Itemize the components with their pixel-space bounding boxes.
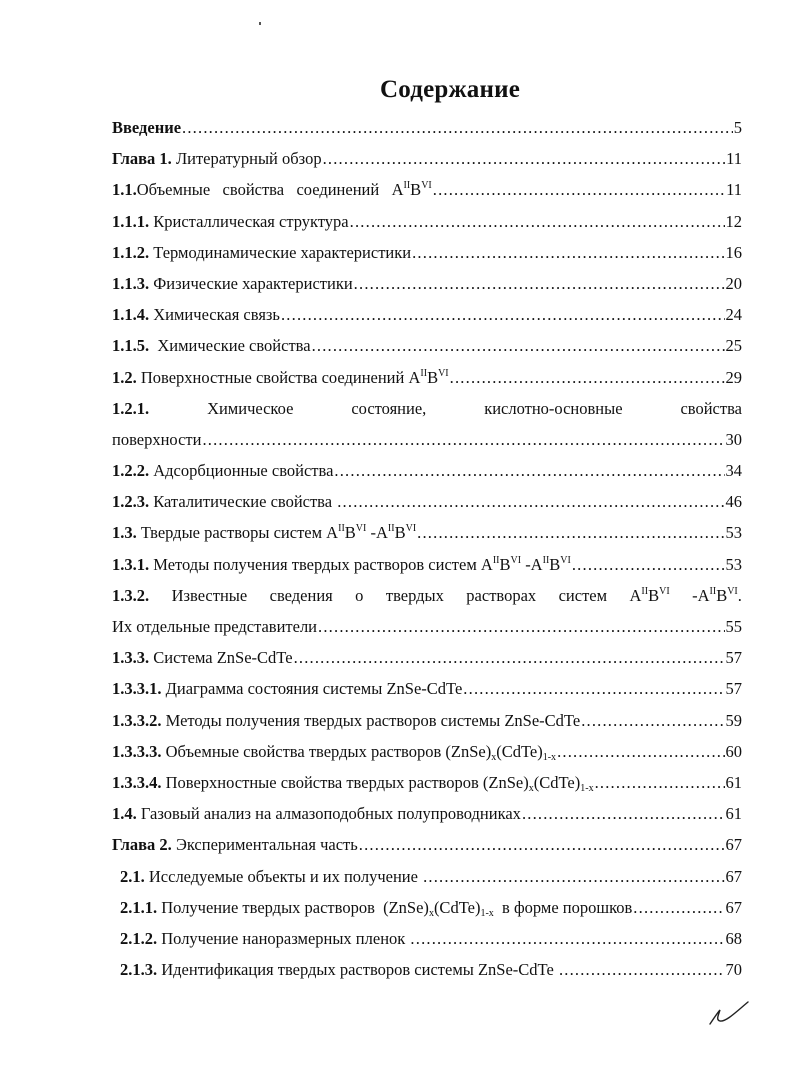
toc-entry-title: Методы получения твердых растворов системы ZnSe-CdTe	[161, 710, 581, 730]
toc-entry[interactable]	[112, 861, 742, 892]
toc-entry-number: 2.1.1.	[120, 897, 158, 917]
toc-leader	[350, 206, 725, 237]
toc-entry[interactable]	[112, 798, 742, 829]
toc-entry-title-tail: в форме порошков	[493, 897, 633, 917]
toc-entry-title: Экспериментальная часть	[171, 835, 358, 855]
toc-page-number: 61	[725, 804, 742, 824]
page-title: Содержание	[379, 76, 520, 103]
subscript: 1-x	[542, 751, 557, 763]
superscript: VI	[510, 554, 522, 566]
toc-entry-title: Адсорбционные свойства	[149, 461, 334, 481]
toc-leader	[337, 486, 724, 517]
toc-entry-number: 1.1.3.	[112, 273, 150, 293]
toc-entry-number: Глава 2.	[112, 835, 172, 855]
formula-part: B	[410, 180, 422, 200]
toc-page-number: 55	[725, 617, 742, 636]
toc-leader	[412, 237, 724, 268]
toc-entry-number: 2.1.3.	[120, 960, 158, 980]
toc-entry-number: 1.3.3.4.	[112, 772, 162, 792]
table-of-contents	[112, 112, 742, 985]
toc-leader	[334, 455, 724, 486]
superscript: VI	[560, 554, 571, 566]
toc-entry-number: 1.3.3.1.	[112, 679, 162, 699]
toc-leader	[318, 611, 724, 642]
toc-leader	[463, 673, 724, 704]
formula-part: (CdTe)	[433, 897, 481, 917]
toc-entry-title: Идентификация твердых растворов системы ZnSe-CdTe	[157, 960, 558, 980]
toc-leader	[354, 268, 725, 299]
toc-entry-continuation[interactable]	[112, 611, 742, 642]
formula-part: B	[648, 585, 660, 605]
toc-page-number: 30	[725, 429, 742, 449]
toc-entry-number: 1.3.1.	[112, 554, 150, 574]
toc-entry[interactable]	[112, 393, 742, 424]
toc-leader	[182, 112, 733, 143]
subscript: 1-x	[480, 907, 494, 919]
toc-entry-title: Система ZnSe-CdTe	[149, 648, 293, 668]
toc-leader	[559, 954, 725, 985]
toc-leader	[281, 299, 725, 330]
toc-entry-number: 1.2.1.	[112, 398, 150, 418]
word: Известные	[171, 585, 248, 605]
toc-entry[interactable]	[112, 580, 742, 611]
subscript: 1-x	[580, 782, 594, 794]
toc-page-number: 60	[725, 741, 742, 761]
toc-entry-number: 1.1.5.	[112, 336, 150, 356]
handwritten-signature-mark	[708, 998, 750, 1026]
superscript: II	[641, 585, 649, 597]
scan-speck	[259, 22, 261, 25]
toc-entry[interactable]	[112, 673, 742, 704]
toc-entry-title: Поверхностные свойства твердых растворов (ZnSe)	[161, 772, 529, 792]
toc-entry-title: Получение наноразмерных пленок	[157, 928, 410, 948]
toc-entry[interactable]	[112, 299, 742, 330]
formula-part: -A	[521, 554, 543, 574]
word: состояние,	[351, 398, 427, 418]
toc-page-number: 20	[725, 273, 742, 293]
toc-entry[interactable]	[112, 206, 742, 237]
toc-entry[interactable]	[112, 174, 742, 205]
toc-leader	[450, 362, 725, 393]
toc-entry-title: Каталитические свойства	[149, 492, 337, 512]
toc-entry[interactable]	[112, 455, 742, 486]
toc-page-number: 67	[725, 866, 742, 886]
superscript: II	[542, 554, 550, 566]
toc-entry-title: Исследуемые объекты и их получение	[144, 866, 423, 886]
toc-entry[interactable]	[112, 549, 742, 580]
formula: $-A^{II}B^{VI}$.	[692, 585, 742, 605]
formula-part: B	[716, 585, 728, 605]
word: кислотно-основные	[484, 398, 623, 418]
superscript: VI	[405, 523, 417, 535]
toc-page-number: 53	[725, 554, 742, 574]
toc-entry-title: Диаграмма состояния системы ZnSe-CdTe	[161, 679, 463, 699]
toc-entry[interactable]	[112, 892, 742, 923]
toc-page-number: 12	[725, 211, 742, 231]
superscript: II	[420, 367, 428, 379]
toc-entry[interactable]	[112, 705, 742, 736]
toc-page-number: 53	[725, 523, 742, 543]
formula-part: -A	[692, 585, 710, 605]
toc-entry-title: Методы получения твердых растворов систем A	[149, 554, 493, 574]
superscript: II	[403, 180, 411, 192]
superscript: II	[492, 554, 500, 566]
toc-leader	[359, 829, 725, 860]
toc-entry-title: Их отдельные представители	[112, 617, 318, 636]
toc-entry-number: 1.1.	[112, 180, 137, 200]
toc-page-number: 5	[733, 118, 742, 137]
toc-page-number: 16	[725, 242, 742, 262]
formula-part: B	[427, 367, 439, 387]
toc-entry-number: Введение	[112, 118, 182, 137]
subscript: x	[528, 782, 534, 794]
toc-entry[interactable]	[112, 517, 742, 548]
formula-part: A	[629, 585, 642, 605]
toc-entry-number: 1.3.3.2.	[112, 710, 162, 730]
toc-entry-number: 1.1.2.	[112, 242, 150, 262]
toc-leader	[433, 174, 725, 205]
toc-page-number: 29	[725, 367, 742, 387]
toc-entry-number: 2.1.	[120, 866, 145, 886]
toc-leader	[410, 923, 724, 954]
justified-line	[112, 580, 742, 614]
superscript: VI	[421, 180, 432, 192]
superscript: II	[338, 523, 345, 535]
formula-part: -A	[366, 523, 388, 543]
toc-entry-title: Объемные свойства твердых растворов (ZnSe)	[161, 741, 492, 761]
toc-leader	[202, 424, 724, 455]
toc-entry[interactable]	[112, 736, 742, 767]
formula-part: B	[394, 523, 406, 543]
toc-leader	[294, 642, 725, 673]
formula-part: B	[344, 523, 356, 543]
toc-page-number: 34	[725, 461, 742, 481]
formula-part: (CdTe)	[496, 741, 543, 761]
toc-entry-title: Литературный обзор	[171, 149, 322, 169]
toc-entry[interactable]	[112, 268, 742, 299]
justified-line	[112, 393, 742, 424]
toc-entry-number: 1.2.3.	[112, 492, 150, 512]
toc-page-number: 57	[725, 648, 742, 668]
toc-entry-number: 1.3.2.	[112, 585, 150, 605]
toc-entry-number: 1.2.2.	[112, 461, 150, 481]
toc-page-number: 68	[725, 928, 742, 948]
toc-entry-number: 1.2.	[112, 367, 137, 387]
toc-entry-title: Физические характеристики	[149, 273, 353, 293]
toc-leader	[312, 330, 725, 361]
toc-leader	[581, 705, 724, 736]
toc-entry[interactable]	[112, 486, 742, 517]
formula-part: B	[549, 554, 561, 574]
word: о	[355, 585, 364, 605]
toc-leader	[633, 892, 724, 923]
toc-entry-title: Химические свойства	[149, 336, 311, 356]
toc-page-number: 61	[725, 772, 742, 792]
superscript: VI	[438, 367, 449, 379]
toc-entry-title: Твердые растворы систем A	[136, 523, 339, 543]
toc-entry[interactable]	[112, 362, 742, 393]
word: сведения	[269, 585, 333, 605]
toc-page-number: 57	[725, 679, 742, 699]
toc-leader	[595, 767, 725, 798]
toc-leader	[522, 798, 725, 829]
toc-entry-title: Получение твердых растворов (ZnSe)	[157, 897, 429, 917]
word: свойства	[680, 398, 742, 418]
toc-leader	[423, 861, 724, 892]
superscript: VI	[727, 585, 738, 597]
toc-leader	[572, 549, 725, 580]
superscript: II	[709, 585, 717, 597]
word: растворах	[466, 585, 537, 605]
toc-page-number: 24	[725, 305, 742, 325]
word: Химическое	[207, 398, 294, 418]
word: твердых	[385, 585, 444, 605]
toc-leader	[557, 736, 724, 767]
toc-entry-title: поверхности	[112, 429, 202, 449]
toc-entry[interactable]	[112, 829, 742, 860]
toc-entry[interactable]	[112, 767, 742, 798]
toc-entry-title: Химическая связь	[149, 305, 280, 325]
toc-page-number: 46	[725, 492, 742, 512]
superscript: II	[387, 523, 395, 535]
toc-entry-title: Поверхностные свойства соединений A	[136, 367, 421, 387]
toc-page-number: 67	[725, 835, 742, 855]
toc-leader	[323, 143, 726, 174]
toc-entry[interactable]	[112, 642, 742, 673]
subscript: x	[491, 751, 497, 763]
toc-entry-number: 1.3.3.3.	[112, 741, 162, 761]
toc-entry-number: 1.4.	[112, 804, 137, 824]
toc-entry-number: 1.3.3.	[112, 648, 150, 668]
formula	[629, 580, 669, 614]
toc-entry-number: 2.1.2.	[120, 928, 158, 948]
toc-page-number: 11	[726, 180, 742, 200]
toc-entry[interactable]	[112, 112, 742, 143]
toc-entry-title: Газовый анализ на алмазоподобных полупроводниках	[136, 804, 521, 824]
toc-entry-title: Термодинамические характеристики	[149, 242, 412, 262]
formula-part: B	[499, 554, 511, 574]
toc-entry-title: Кристаллическая структура	[149, 211, 349, 231]
toc-page-number: 25	[725, 336, 742, 356]
toc-entry[interactable]	[112, 923, 742, 954]
toc-entry-title: Объемные свойства соединений A	[136, 180, 404, 200]
toc-entry-number: 1.1.1.	[112, 211, 150, 231]
toc-entry[interactable]	[112, 237, 742, 268]
toc-page-number: 59	[725, 710, 742, 730]
toc-entry-number: 1.3.	[112, 523, 137, 543]
toc-entry-number: Глава 1.	[112, 149, 172, 169]
subscript: x	[428, 907, 434, 919]
toc-entry[interactable]	[112, 954, 742, 985]
formula-part: (CdTe)	[533, 772, 581, 792]
word: систем	[558, 585, 608, 605]
toc-page-number: 70	[725, 960, 742, 980]
toc-page-number: 11	[726, 149, 742, 169]
superscript: VI	[659, 585, 670, 597]
superscript: VI	[355, 523, 367, 535]
toc-entry-number: 1.1.4.	[112, 305, 150, 325]
toc-page-number: 67	[725, 897, 742, 917]
toc-entry-continuation[interactable]	[112, 424, 742, 455]
